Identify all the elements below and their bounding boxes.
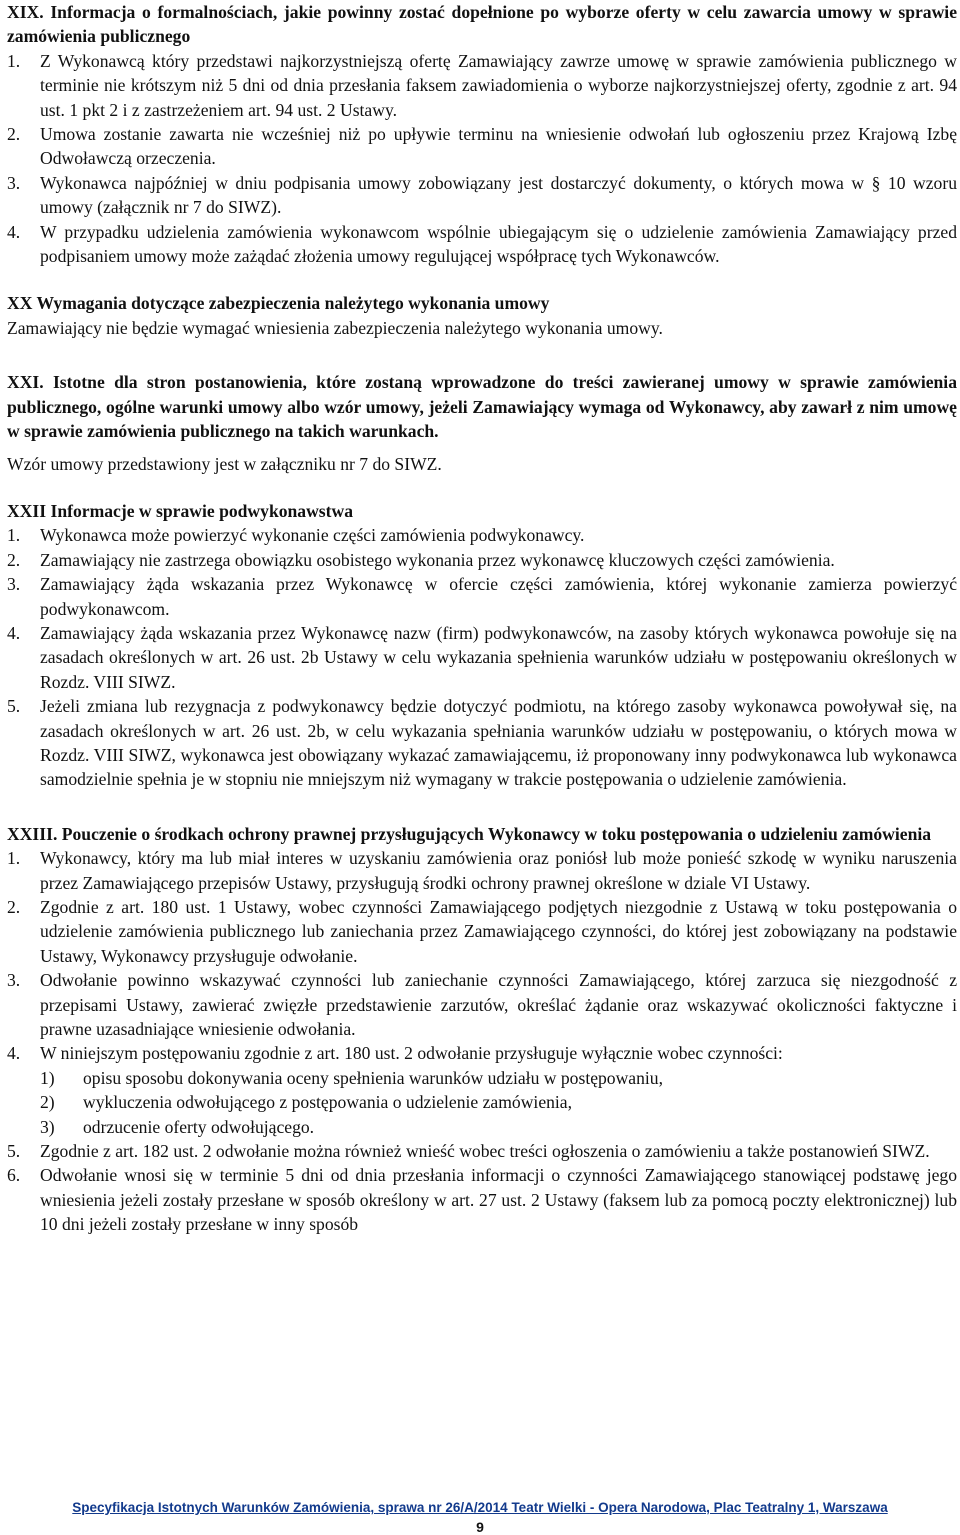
document-page: [7, 0, 957, 1237]
sub-list-item: [40, 1115, 957, 1139]
item-number: 4.: [7, 221, 21, 242]
page-footer: [0, 1500, 960, 1535]
item-text: Zamawiający żąda wskazania przez Wykonawcę w ofercie części zamówienia, której wykonanie zamierza powierzyć podwykonawcom.: [40, 574, 957, 619]
footer-title: Specyfikacja Istotnych Warunków Zamówienia, sprawa nr 26/A/2014 Teatr Wielki - Opera Narodowa, Plac Teatralny 1, Warszawa: [72, 1500, 888, 1515]
item-text: Wykonawca najpóźniej w dniu podpisania umowy zobowiązany jest dostarczyć dokumenty, o których mowa w § 10 wzoru umowy (załącznik nr 7 do SIWZ).: [40, 172, 957, 218]
list-item: [7, 1041, 957, 1139]
list-item: [7, 694, 957, 792]
item-text: Odwołanie wnosi się w terminie 5 dni od dnia przesłania informacji o czynności Zamawiającego stanowiącej podstawę jego wniesienia jeżeli zostały przesłane w sposób określony w art. 27 ust. 2 Ustawy (faksem lub za pomocą poczty elektronicznej) lub 10 dni jeżeli zostały przesłane w inny sposób: [40, 1165, 957, 1235]
item-number: 3.: [7, 172, 21, 193]
sub-item-number: 2): [40, 1092, 55, 1113]
item-number: 2.: [7, 549, 21, 570]
item-text: Zgodnie z art. 180 ust. 1 Ustawy, wobec czynności Zamawiającego podjętych niezgodnie z Ustawą w toku postępowania o udzielenie zamówienia publicznego lub zaniechania przez Zamawiającego czynności, do której jest zobowiązany na podstawie Ustawy, Wykonawcy przysługuje odwołanie.: [40, 897, 957, 966]
section-xxii-list: [7, 523, 957, 791]
item-number: 1.: [7, 848, 21, 869]
item-number: 2.: [7, 124, 21, 145]
item-text: Jeżeli zmiana lub rezygnacja z podwykonawcy będzie dotyczyć podmiotu, na którego zasoby wykonawca powoływał się, na zasadach określonych w art. 26 ust. 2b, w celu wykazania spełniania warunków udziału w postępowaniu, o których mowa w Rozdz. VIII SIWZ, wykonawca jest obowiązany wykazać zamawiającemu, iż proponowany inny podwykonawca lub wykonawca samodzielnie spełnia je w stopniu nie mniejszym niż wymagany w trakcie postępowania o udzielenie zamówienia.: [40, 696, 957, 790]
sub-item-number: 3): [40, 1116, 55, 1137]
page-number: 9: [476, 1519, 484, 1535]
item-number: 6.: [7, 1165, 21, 1186]
list-item: [7, 846, 957, 895]
list-item: [7, 572, 957, 621]
item-text: Zamawiający nie zastrzega obowiązku osobistego wykonania przez wykonawcę kluczowych części zamówienia.: [40, 549, 835, 570]
sub-item-text: opisu sposobu dokonywania oceny spełnienia warunków udziału w postępowaniu,: [83, 1067, 664, 1088]
sub-item-text: odrzucenie oferty odwołującego.: [83, 1116, 315, 1137]
sub-list-item: [40, 1090, 957, 1114]
section-xxiii-list: [7, 846, 957, 1237]
item-text: Zamawiający żąda wskazania przez Wykonawcę nazw (firm) podwykonawców, na zasoby których wykonawca powołuje się na zasadach określonych w art. 26 ust. 2b Ustawy w celu wykazania spełnienia warunków udziału w postępowaniu określonych w Rozdz. VIII SIWZ.: [40, 622, 957, 692]
section-xix-heading: XIX. Informacja o formalnościach, jakie powinny zostać dopełnione po wyborze oferty w celu zawarcia umowy w sprawie zamówienia publicznego: [7, 2, 957, 47]
item-number: 2.: [7, 897, 21, 917]
item-text: W niniejszym postępowaniu zgodnie z art. 180 ust. 2 odwołanie przysługuje wyłącznie wobec czynności:: [40, 1043, 783, 1064]
sub-item-text: wykluczenia odwołującego z postępowania o udzielenie zamówienia,: [83, 1092, 573, 1113]
item-text: W przypadku udzielenia zamówienia wykonawcom wspólnie ubiegającym się o udzielenie zamówienia Zamawiający przed podpisaniem umowy może zażądać złożenia umowy regulującej współpracę tych Wykonawców.: [40, 221, 957, 267]
list-item: [7, 220, 957, 269]
list-item: [7, 968, 957, 1041]
list-item: [7, 548, 957, 572]
item-number: 1.: [7, 50, 21, 71]
list-item: [7, 171, 957, 220]
section-xxi-text: Wzór umowy przedstawiony jest w załączniku nr 7 do SIWZ.: [7, 453, 442, 474]
section-xx-text: Zamawiający nie będzie wymagać wniesienia zabezpieczenia należytego wykonania umowy.: [7, 317, 663, 338]
section-xix-list: [7, 49, 957, 269]
item-text: Z Wykonawcą który przedstawi najkorzystniejszą ofertę Zamawiający zawrze umowę w sprawie zamówienia publicznego w terminie nie krótszym niż 5 dni od dnia przesłania faksem zawiadomienia o wyborze najkorzystniejszej oferty, zgodnie z art. 94 ust. 1 pkt 2 i z zastrzeżeniem art. 94 ust. 2 Ustawy.: [40, 50, 957, 120]
sub-list: [40, 1066, 957, 1139]
section-xxii-heading: XXII Informacje w sprawie podwykonawstwa: [7, 500, 354, 521]
list-item: [7, 621, 957, 694]
sub-list-item: [40, 1066, 957, 1090]
item-text: Wykonawca może powierzyć wykonanie części zamówienia podwykonawcy.: [40, 525, 585, 546]
list-item: [7, 1163, 957, 1236]
item-text: Odwołanie powinno wskazywać czynności lub zaniechanie czynności Zamawiającego, której zarzuca się niezgodność z przepisami Ustawy, zawierać zwięzłe przedstawienie zarzutów, określać żądanie oraz wskazywać okoliczności faktyczne i prawne uzasadniające wniesienie odwołania.: [40, 970, 957, 1040]
list-item: [7, 523, 957, 547]
section-xxiii-heading: XXIII. Pouczenie o środkach ochrony prawnej przysługujących Wykonawcy w toku postępowania o udzieleniu zamówienia: [7, 823, 932, 844]
item-text: Wykonawcy, który ma lub miał interes w uzyskaniu zamówienia oraz poniósł lub może ponieść szkodę w wyniku naruszenia przez Zamawiającego przepisów Ustawy, przysługują środki ochrony prawnej określone w dziale VI Ustawy.: [40, 848, 957, 893]
item-number: 3.: [7, 574, 21, 595]
section-xxi-heading: XXI. Istotne dla stron postanowienia, które zostaną wprowadzone do treści zawieranej umowy w sprawie zamówienia publicznego, ogólne warunki umowy albo wzór umowy, jeżeli Zamawiający wymaga od Wykonawcy, aby zawarł z nim umowę w sprawie zamówienia publicznego na takich warunkach.: [7, 372, 957, 442]
item-number: 3.: [7, 970, 21, 991]
sub-item-number: 1): [40, 1067, 55, 1088]
list-item: [7, 1139, 957, 1163]
item-number: 1.: [7, 525, 21, 546]
item-number: 5.: [7, 696, 21, 717]
list-item: [7, 49, 957, 122]
item-number: 4.: [7, 622, 21, 643]
item-text: Zgodnie z art. 182 ust. 2 odwołanie można również wnieść wobec treści ogłoszenia o zamówieniu a także postanowień SIWZ.: [40, 1141, 930, 1162]
item-text: Umowa zostanie zawarta nie wcześniej niż po upływie terminu na wniesienie odwołań lub ogłoszeniu przez Krajową Izbę Odwoławczą orzeczenia.: [40, 124, 957, 169]
list-item: [7, 122, 957, 171]
item-number: 5.: [7, 1141, 21, 1162]
list-item: [7, 895, 957, 968]
item-number: 4.: [7, 1043, 21, 1064]
section-xx-heading: XX Wymagania dotyczące zabezpieczenia należytego wykonania umowy: [7, 293, 550, 314]
